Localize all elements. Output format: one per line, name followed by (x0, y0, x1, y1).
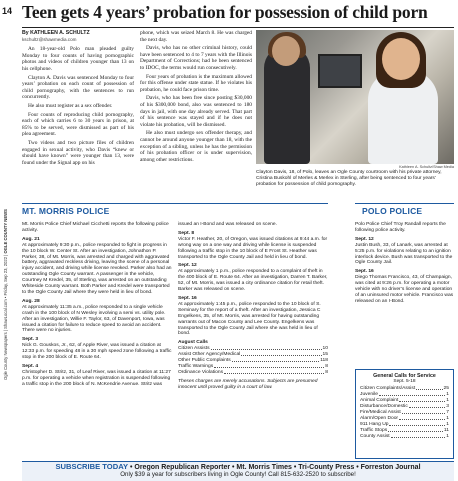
entry-body: Victor F. Heather, 20, of Oregon, was issued citations at 9:44 a.m. for wrong way on a one way and driving while license is suspended following a traffic stop in the 10 block of E Front St. Heather was transported to the Ogle County Jail and held in lieu of bond. (178, 236, 328, 260)
photo-credit: Kathleen A. Schultz/Shaw Media (399, 165, 454, 169)
calls-label: Traffic Stops (360, 428, 388, 433)
entry-body: Justin Bush, 33, of Lanark, was arrested at 5:25 p.m. for violations relating to an ignition interlock device. Bush was transported to the Ogle County Jail. (355, 242, 453, 266)
article-paragraph: Davis, who has been free since posting $30,000 of his $300,000 bond, also was sentenced to 180 days in jail, with one day already served. That part of his sentence was stayed and if he does not violate his probation, will be dismissed. (140, 95, 252, 128)
article-column-2 (140, 30, 252, 165)
calls-label: Traffic Warnings (178, 364, 214, 370)
paper-name: Mt. Morris Times (236, 464, 292, 471)
folio-paper: OGLE COUNTY NEWS (3, 209, 8, 254)
article-paragraph: phone, which was seized March 8. He was charged the next day. (140, 30, 252, 43)
calls-label: Ordinance Violations (178, 370, 224, 376)
side-folio: Ogle County Newspapers | ShawLocal.com • Friday, Sep 23, 2022 | OGLE COUNTY NEWS (3, 209, 8, 380)
calls-value: 3 (446, 404, 449, 409)
calls-label: 911 Hang Up (360, 422, 389, 427)
entry-date: Sept. 12 (355, 236, 374, 242)
calls-row (178, 370, 328, 376)
article-paragraph: He also must register as a sex offender. (28, 102, 113, 109)
calls-label: Assist Other Agency/Medical (178, 352, 241, 358)
folio-date: Friday, Sep 23, 2022 (3, 256, 8, 296)
polo-rule (355, 203, 454, 204)
author-email[interactable]: kschultz@shawmedia.com (22, 36, 77, 42)
calls-value: 118 (320, 358, 328, 364)
folio-site: ShawLocal.com (3, 299, 8, 329)
entry-body: Nick G. Gouskos, Jr., 62, of Apple River, was issued a citation at 12:33 p.m. for speeding 48 in a 30 mph speed zone following a traffic stop in the 200 block of E. Route 64. (22, 343, 172, 361)
photo-figure-face (272, 36, 300, 66)
entry-date: Aug. 21 (22, 236, 40, 242)
article-paragraph: Four years of probation is the maximum allowed for this offense under state statue. If he violates his probation, he could face prison time. (140, 73, 252, 93)
byline: By KATHLEEN A. SCHULTZ (22, 30, 90, 36)
calls-value: 8 (325, 370, 328, 376)
calls-label: Juvenile (360, 392, 378, 397)
polo-box-range: Sept. 5-18 (393, 379, 416, 384)
calls-value: 1 (446, 392, 449, 397)
calls-label: Animal Complaint (360, 398, 399, 403)
mt-morris-intro: Mt. Morris Police Chief Michael Cicchetti reports the following police activity. (22, 222, 169, 233)
calls-value: 25 (443, 386, 449, 391)
calls-label: County Assist (360, 434, 390, 439)
article-paragraph: Clayton A. Davis was sentenced Monday to four years’ probation on each count of possession of child pornography, with the sentences to run concurrently. (22, 74, 134, 101)
article-paragraph: He also must undergo sex offender therapy, and cannot be around anyone younger than 18, with the exception of a sibling, unless he has the permission of his probation officer or is under supervision, among other restrictions. (140, 130, 252, 163)
subscribe-papers-line: SUBSCRIBE TODAY • Oregon Republican Reporter • Mt. Morris Times • Tri-County Press • Forreston Journal (55, 462, 421, 471)
entry-date: Aug. 28 (22, 298, 40, 304)
calls-value: 11 (443, 428, 449, 433)
entry-body: At approximately 11:35 a.m., police responded to a single vehicle crash in the 100 block of N Wesley involving a semi vs. utility pole. After an investigation, Willie F. Taylor, 63, of Davenport, Iowa, was issued a citation for failure to reduce speed to avoid an accident. There were no injuries. (22, 304, 166, 334)
entry-date: Sept. 16 (355, 269, 374, 275)
paper-name: Forreston Journal (360, 464, 421, 471)
entry-body: At approximately 9:30 p.m., police responded to fight in progress in the 10 block W. Center St. After an investigation, Johnathon P. Parker, 38, of Mt. Morris, was arrested and charged with aggravated battery, aggravated reckless driving, leaving the scene of a personal injury accident, and driving while license revoked. Parker also had an outstanding Ogle County warrant. A passenger in the vehicle, Courtney M Kredel, 35, of Sterling, was arrested on an outstanding Whiteside County warrant. Both Parker and Kredel were transported to the Ogle County Jail where they were held in lieu of bond. (22, 242, 172, 295)
headline: Teen gets 4 years’ probation for possession of child porn (22, 2, 428, 22)
disclaimer: Theses charges are merely accusations. Subjects are presumed innocent until proved guilty in a court of law. (178, 379, 318, 391)
entry-body: At approximately 1 p.m., police responded to a complaint of theft in the 400 block of E. Route 64. After an investigation, Darren T. Barker, 52, of Mt. Morris, was issued a city ordinance citation for retail theft. Barker was released on scene. (178, 269, 328, 293)
article-paragraph: Four counts of reproducing child pornography, each of which carries 6 to 30 years in prison, at 85% to be served, were dismissed as part of his plea agreement. (22, 111, 134, 138)
folio-publication: Ogle County Newspapers (3, 332, 8, 380)
calls-value: 10 (322, 346, 328, 352)
entry-body: Christopher D. Stritz, 31, of Leaf River, was issued a citation at 11:27 p.m. for operating a vehicle when registration is suspended following a traffic stop in the 200 block of N. McKendrie Avenue. Stritz was (22, 369, 171, 387)
subscribe-offer: Only $39 a year for subscribers living in Ogle County! Call 815-632-2520 to subscribe! (120, 471, 356, 478)
photo-figure-face (382, 38, 420, 80)
entry-date: Sept. 3 (22, 337, 39, 343)
article-paragraph: An 18-year-old Polo man pleaded guilty Monday to four counts of having pornographic photos and videos of children younger than 13 on his cellphone. (22, 46, 134, 72)
calls-label: Other Public Complaints (178, 358, 231, 364)
calls-label: Alarm/Open Door (360, 416, 399, 421)
calls-label: Fire/Medical Assist (360, 410, 401, 415)
calls-label: Citizen Assists (178, 346, 210, 352)
entry-body: At approximately 1:45 p.m., police responded to the 10 block of S. Seminary for the report of a theft. After an investigation, Jessica C Engelkens, 35, of Mt. Morris, was arrested for having outstanding warrants out of Macon County and Lee County. Engelkens was transported to the Ogle County Jail where she was held in lieu of bond. (178, 301, 321, 337)
polo-title: POLO POLICE (362, 206, 423, 216)
paper-name: Tri-County Press (298, 464, 355, 471)
calls-value: 1 (446, 398, 449, 403)
calls-value: 8 (325, 364, 328, 370)
calls-value: 1 (446, 434, 449, 439)
calls-label: Citizen Complaints/Assist (360, 386, 416, 391)
article-column-1 (22, 30, 134, 168)
polo-column (355, 222, 454, 308)
headline-rule (22, 27, 454, 28)
paper-name: Oregon Republican Reporter (134, 464, 231, 471)
subscribe-label: SUBSCRIBE TODAY (55, 462, 129, 471)
calls-title: August Calls (178, 340, 208, 346)
article-paragraph: Davis, who has no other criminal history, could have been sentenced to 4 to 7 years with the Illinois Department of Corrections; had he been sentenced to IDOC, the terms would run consecutively. (140, 45, 252, 71)
calls-value: 7 (446, 410, 449, 415)
entry-date: Sept. 8 (178, 230, 195, 236)
article-paragraph: Two videos and two picture files of children engaged in sexual activity, who Davis “knew or should have known” were younger than 13, were found under the Signal app on his (22, 139, 134, 166)
photo-caption: Clayton Davis, 18, of Polo, leaves an Ogle County courtroom with his private attorney, Cristina Buskohl of Merles & Merlex in Sterling, after being sentenced to four years’ probation for possession of child pornography. (256, 170, 442, 187)
courtroom-photo (256, 30, 454, 164)
photo-monitor (318, 54, 362, 88)
mt-morris-calls-list (178, 346, 328, 376)
entry-body: Diego Thomas Francisco, 43, of Champaign, was cited at 9:26 p.m. for operating a motor vehicle with no driver’s license and operation of an uninsured motor vehicle. Francisco was released on an I-Bond. (355, 275, 454, 304)
entry-body: issued an I-Bond and was released on scene. (178, 222, 277, 227)
entry-date: Sept. 4 (22, 363, 39, 369)
calls-value: 1 (446, 416, 449, 421)
mt-morris-rule (22, 203, 328, 204)
entry-date: Sept. 16 (178, 295, 197, 301)
calls-label: Disturbance/Domestic (360, 404, 408, 409)
mt-morris-left-column (22, 222, 172, 391)
calls-value: 15 (322, 352, 328, 358)
entry-date: Sept. 12 (178, 263, 197, 269)
polo-box-title: General Calls for Service (373, 373, 436, 379)
calls-row (360, 434, 449, 440)
polo-intro: Polo Police Chief Troy Randall reports the following police activity. (355, 222, 446, 233)
polo-calls-box (355, 369, 454, 459)
page-number: 14 (2, 6, 13, 16)
mt-morris-title: MT. MORRIS POLICE (22, 206, 110, 216)
calls-value: 1 (446, 422, 449, 427)
mt-morris-right-column (178, 222, 328, 394)
